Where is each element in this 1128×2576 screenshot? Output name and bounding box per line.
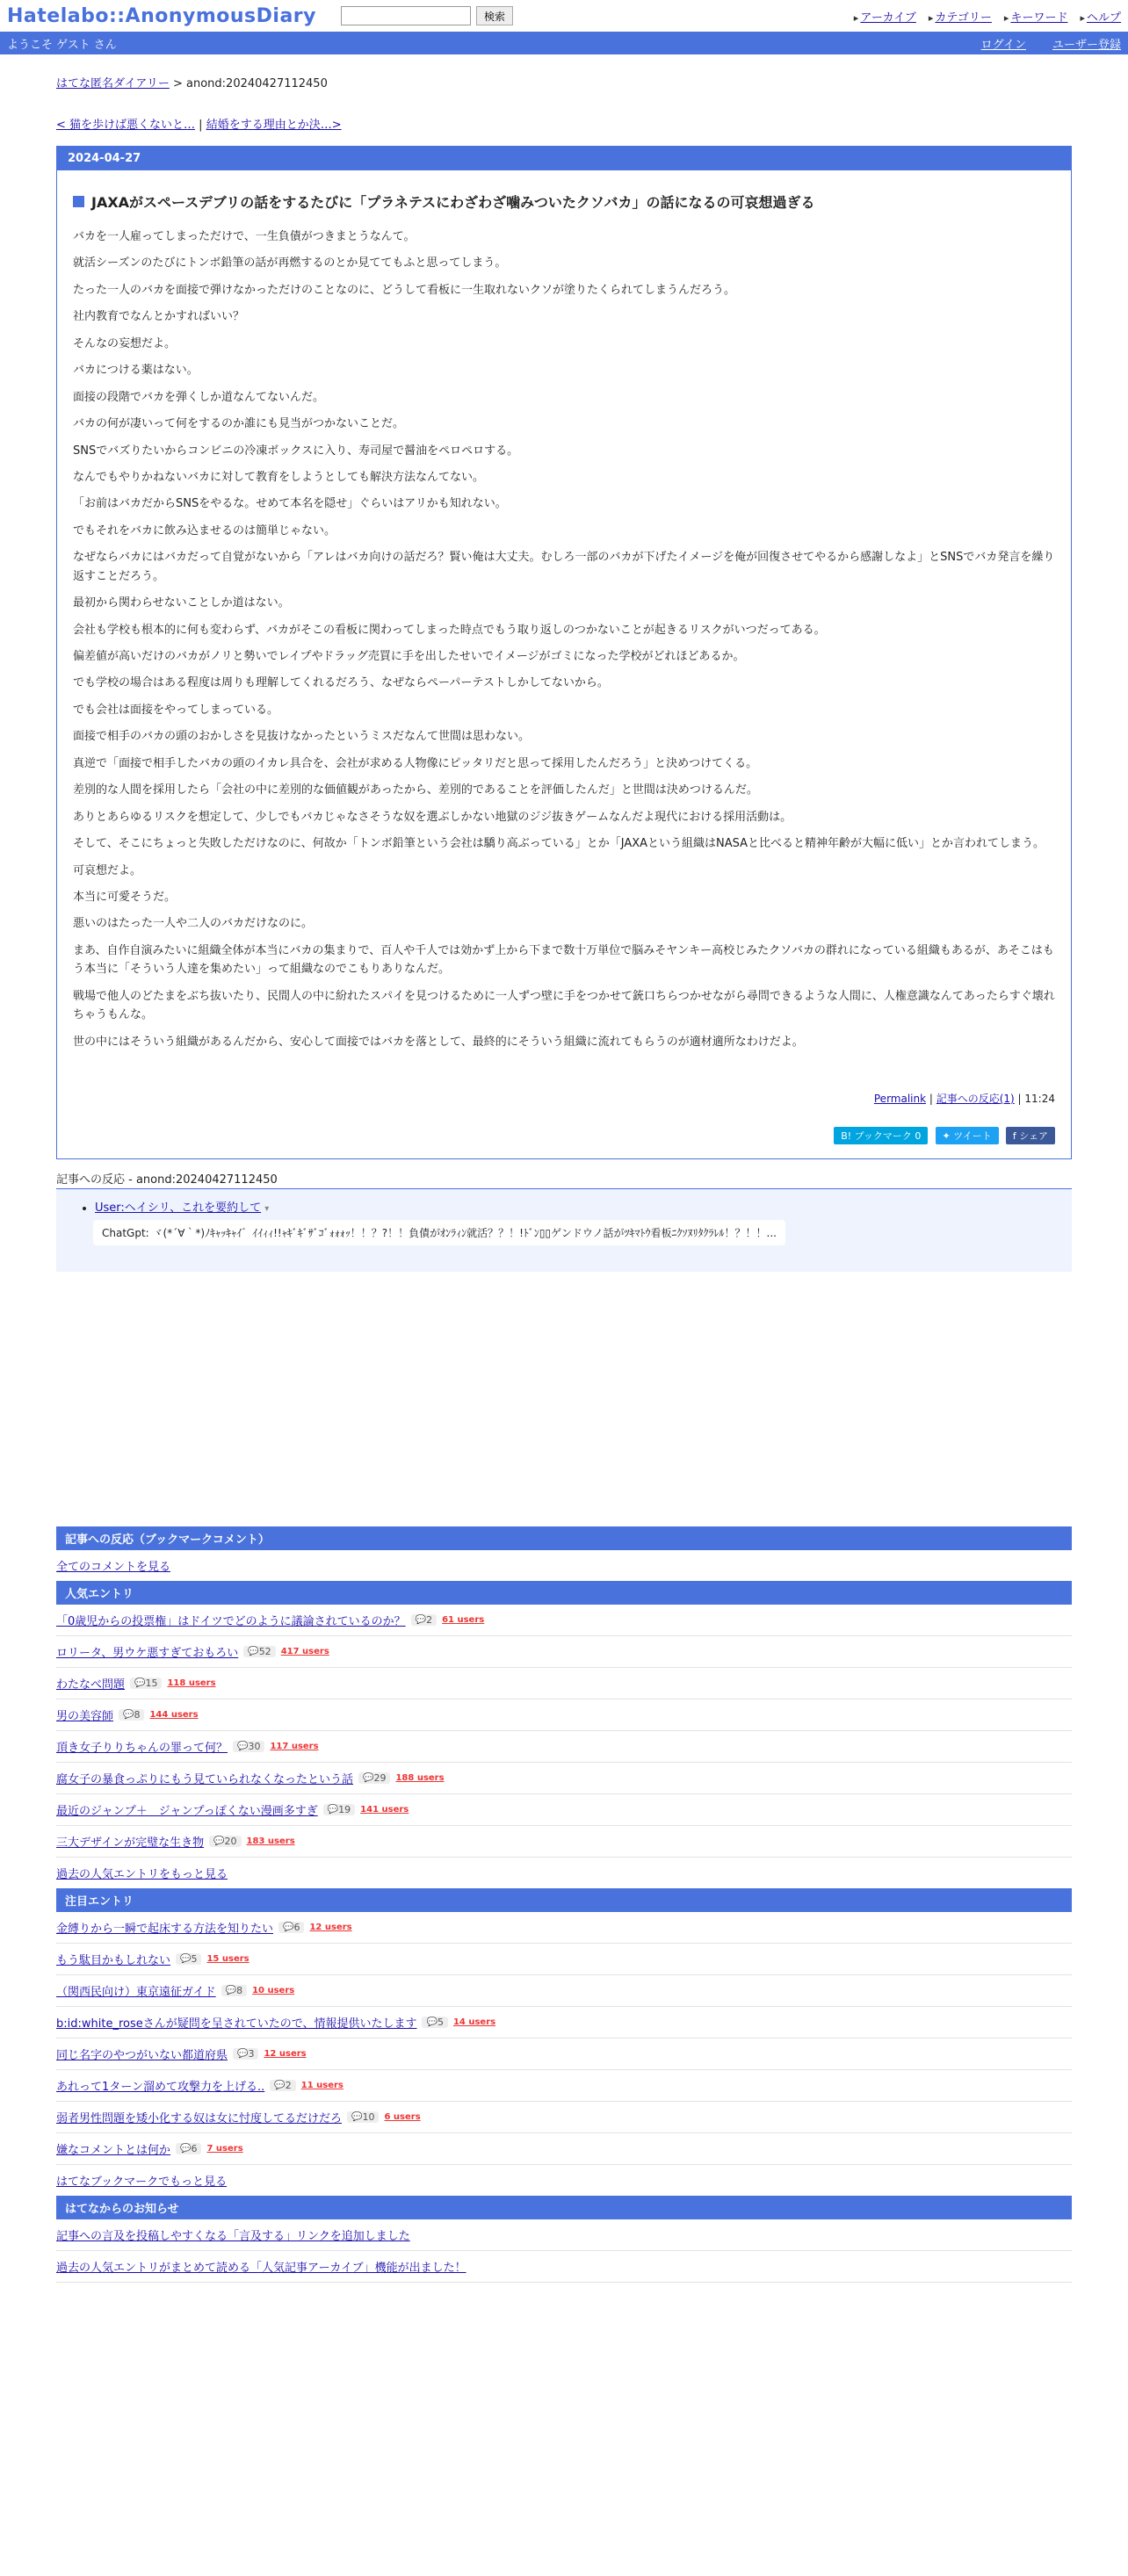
reaction-user-link[interactable]: User:ヘイシリ、これを要約して [95, 1201, 262, 1215]
entry-link[interactable]: b:id:white_roseさんが疑問を呈されていたので、情報提供いたします [56, 2017, 417, 2031]
entry-list-item [56, 2102, 1072, 2133]
entry-link[interactable]: ロリータ、男ウケ悪すぎておもろい [56, 1647, 239, 1660]
comment-count-value: 30 [248, 1741, 261, 1752]
comment-count[interactable] [411, 1614, 437, 1626]
comment-count-value: 19 [338, 1804, 351, 1815]
entry-paragraph: 最初から関わらせないことしか道はない。 [73, 596, 290, 610]
entry-link[interactable]: 男の美容師 [56, 1710, 114, 1723]
welcome-text: ようこそ ゲスト さん [7, 38, 117, 52]
top-bar [0, 0, 1128, 32]
comment-count-value: 2 [426, 1614, 433, 1626]
reaction-summary: ChatGpt: ヾ(*´∀｀*)ﾉｷｬｯｷｬｲ゛ｲｲｨｨ!!ｬｷﾞｷﾞｻﾞｺﾞｫｫｫｯ！！？?！！負債がｵﾝﾗｨﾝ就活？？！!ﾄﾞﾝ▯▯ゲンドウノ話がﾂｷﾏﾄｳ看板ﾆｸｿﾇﾘﾀｸﾗﾚﾙ！？！！... [93, 1220, 785, 1245]
breadcrumb-separator: > [169, 77, 187, 90]
entry-paragraph: でも会社は面接をやってしまっている。 [73, 703, 279, 717]
notices-header: はてなからのお知らせ [56, 2196, 1072, 2219]
nav-separator: | [195, 119, 206, 132]
bookmark-users-badge[interactable]: 61 users [442, 1615, 485, 1625]
bookmark-users-badge[interactable]: 6 users [384, 2112, 421, 2122]
bookmark-users-badge[interactable]: 144 users [149, 1710, 199, 1720]
comment-count-value: 5 [191, 1953, 198, 1965]
entry-link[interactable]: 「0歳児からの投票権」はドイツでどのように議論されているのか？ [56, 1615, 406, 1628]
comment-count-value: 8 [236, 1985, 243, 1996]
entry-link[interactable]: 嫌なコメントとは何か [56, 2144, 171, 2157]
entry-paragraph: バカにつける薬はない。 [73, 364, 199, 378]
comment-count[interactable] [209, 1836, 241, 1847]
notice-link[interactable]: 記事への言及を投稿しやすくなる「言及する」リンクを追加しました [56, 2230, 410, 2243]
title-square-icon [73, 196, 84, 207]
entry-list-item [56, 1668, 1072, 1699]
comment-bubble-icon: 💬 [327, 1805, 339, 1815]
bookmark-users-badge[interactable]: 11 users [300, 2081, 343, 2090]
search-input[interactable] [341, 6, 471, 25]
main-content [56, 74, 1072, 2283]
entry-list-item [56, 1636, 1072, 1668]
entry-paragraph: 戦場で他人のどたまをぶち抜いたり、民間人の中に紛れたスパイを見つけるために一人ずつ壁に手をつかせて銃口ちらつかせながら尋問できるような人間に、人権意識なんてあったらすぐ壊れちゃうもんな。 [73, 989, 1055, 1022]
bookmark-users-badge[interactable]: 12 users [309, 1923, 352, 1932]
entry-paragraph: バカを一人雇ってしまっただけで、一生負債がつきまとうなんて。 [73, 230, 416, 243]
entry-link[interactable]: あれって1ターン溜めて攻撃力を上げる.. [56, 2081, 265, 2094]
comment-count[interactable] [270, 2080, 295, 2091]
comment-count-value: 6 [191, 2143, 198, 2154]
popular-entries-header: 人気エントリ [56, 1581, 1072, 1605]
entry-link[interactable]: 弱者男性問題を矮小化する奴は女に忖度してるだけだろ [56, 2112, 343, 2125]
notice-item [56, 2251, 1072, 2283]
entry-navigation [56, 115, 1072, 132]
comment-bubble-icon: 💬 [237, 2049, 249, 2059]
featured-entries-list [56, 1912, 1072, 2165]
bookmark-users-badge[interactable]: 10 users [252, 1986, 295, 1995]
comment-count-value: 2 [285, 2080, 292, 2091]
entry-paragraph: 真逆で「面接で相手したバカの頭のイカレ具合を、会社が求める人物像にピッタリだと思って採用したんだろう」と決めつけてくる。 [73, 756, 758, 770]
comment-bubble-icon: 💬 [134, 1678, 146, 1688]
featured-more-row [56, 2165, 1072, 2196]
entry-list-item [56, 2070, 1072, 2102]
comment-count[interactable] [233, 2048, 258, 2060]
entry-list-item [56, 2007, 1072, 2038]
bookmark-users-badge[interactable]: 118 users [167, 1678, 216, 1688]
bookmark-users-badge[interactable]: 14 users [452, 2017, 496, 2027]
comment-count-value: 20 [224, 1836, 237, 1847]
notice-link[interactable]: 過去の人気エントリがまとめて読める「人気記事アーカイブ」機能が出ました！ [56, 2262, 466, 2275]
entry-paragraph: 本当に可愛そうだ。 [73, 890, 177, 904]
reaction-item [95, 1198, 1063, 1215]
breadcrumb-current: anond:20240427112450 [186, 77, 328, 90]
entry-paragraph: そして、そこにちょっと失敗しただけなのに、何故か「トンボ鉛筆という会社は驕り高ぶっている」とか「JAXAという組織はNASAと比べると精神年齢が大幅に低い」とか言われてしまう。 [73, 837, 1045, 851]
comment-bubble-icon: 💬 [351, 2112, 363, 2122]
entry-list-item [56, 1731, 1072, 1763]
entry-paragraph: まあ、自作自演みたいに組織全体が本当にバカの集まりで、百人や千人では効かず上から下まで数十万単位で脳みそヤンキー高校じみたクソバカの群れになっている組織もあるが、あそこはもう本当に「そういう人達を集めたい」って組織なのでこもりありなんだ。 [73, 943, 1054, 977]
entry-paragraph: 社内教育でなんとかすればいい？ [73, 310, 245, 324]
share-label: シェア [1019, 1130, 1048, 1142]
bookmark-comments-header: 記事への反応（ブックマークコメント） [56, 1526, 1072, 1550]
bookmark-users-badge[interactable]: 188 users [395, 1773, 445, 1783]
reaction-count-link[interactable]: 記事への反応(1) [936, 1093, 1015, 1105]
welcome-bar [0, 32, 1128, 54]
help-link[interactable]: ▸ ヘルプ [1080, 8, 1121, 25]
entry-link[interactable]: 金縛りから一瞬で起床する方法を知りたい [56, 1923, 274, 1936]
comment-bubble-icon: 💬 [180, 2144, 192, 2154]
category-link[interactable]: ▸ カテゴリー [929, 8, 992, 25]
comment-count[interactable] [176, 1953, 201, 1965]
notice-item [56, 2219, 1072, 2251]
entry-paragraph: SNSでバズりたいからコンビニの冷凍ボックスに入り、寿司屋で醤油をペロペロする。 [73, 444, 519, 458]
entry-paragraph: たった一人のバカを面接で弾けなかっただけのことなのに、どうして看板に一生取れないクソが塗りたくられてしまうんだろう。 [73, 283, 736, 297]
entry-list-item [56, 1605, 1072, 1636]
entry-date: 2024-04-27 [57, 147, 1071, 170]
entry-paragraph: なんでもやりかねないバカに対して教育をしようとしても解決方法なんてない。 [73, 470, 485, 484]
comment-bubble-icon: 💬 [213, 1836, 225, 1846]
comment-count-value: 15 [145, 1678, 158, 1689]
entry-paragraph: 世の中にはそういう組織があるんだから、安心して面接ではバカを落として、最終的にそういう組織に流れてもらうのが適材適所なわけだよ。 [73, 1035, 804, 1049]
diary-entry [56, 146, 1072, 1159]
entry-link[interactable]: わたなべ問題 [56, 1678, 126, 1692]
entry-list-item [56, 1975, 1072, 2007]
entry-title [73, 191, 1071, 212]
entry-paragraph: ありとあらゆるリスクを想定して、少しでもバカじゃなさそうな奴を選ぶしかない地獄のジジ抜きゲームなんだよ現代における採用活動は。 [73, 810, 792, 824]
bookmark-users-badge[interactable]: 15 users [206, 1954, 249, 1964]
comment-count[interactable] [278, 1922, 304, 1933]
login-link[interactable]: ログイン [980, 38, 1026, 52]
permalink[interactable]: Permalink [873, 1093, 927, 1105]
register-link[interactable]: ユーザー登録 [1052, 38, 1121, 52]
search-form [341, 6, 513, 25]
facebook-share-button[interactable] [1006, 1127, 1055, 1144]
bookmark-users-badge[interactable]: 141 users [360, 1805, 409, 1815]
comment-bubble-icon: 💬 [225, 1986, 237, 1995]
entry-list-item [56, 1763, 1072, 1794]
entry-list-item [56, 1699, 1072, 1731]
entry-list-item [56, 2133, 1072, 2165]
comment-count-value: 5 [437, 2017, 444, 2028]
entry-list-item [56, 2038, 1072, 2070]
bookmark-users-badge[interactable]: 417 users [280, 1647, 329, 1656]
entry-list-item [56, 1912, 1072, 1944]
entry-list-item [56, 1944, 1072, 1975]
comment-count[interactable] [233, 1741, 264, 1752]
comment-bubble-icon: 💬 [426, 2017, 437, 2027]
comment-count-value: 8 [134, 1709, 141, 1721]
twitter-icon: ✦ [942, 1130, 954, 1142]
bookmark-users-badge[interactable]: 12 users [264, 2049, 307, 2059]
entry-paragraph: 偏差値が高いだけのバカがノリと勢いでレイプやドラッグ売買に手を出したせいでイメージがゴミになった学校がどれほどあるか。 [73, 650, 745, 663]
entry-paragraph: なぜならバカにはバカだって自覚がないから「アレはバカ向けの話だろ？賢い俺は大丈夫。むしろ一部のバカが下げたイメージを俺が回復させてやるから感謝しなよ」とSNSでバカ発言を繰り返すことだろう。 [73, 551, 1055, 583]
site-logo[interactable]: Hatelabo::AnonymousDiary [7, 4, 316, 27]
bookmark-users-badge[interactable]: 183 users [246, 1836, 295, 1846]
comment-count[interactable] [130, 1678, 162, 1689]
archive-link[interactable]: ▸ アーカイブ [854, 8, 916, 25]
comment-bubble-icon: 💬 [283, 1923, 294, 1932]
comment-bubble-icon: 💬 [123, 1710, 134, 1720]
comment-count[interactable] [119, 1709, 144, 1721]
comment-count[interactable] [422, 2017, 447, 2028]
featured-entries-header: 注目エントリ [56, 1888, 1072, 1912]
next-entry-link[interactable]: 結婚をする理由とか決…> [206, 119, 342, 132]
all-comments-row [56, 1550, 1072, 1581]
comment-count-value: 3 [248, 2048, 255, 2060]
tweet-label: ツイート [953, 1130, 992, 1142]
entry-paragraph: 悪いのはたった一人や二人のバカだけなのに。 [73, 917, 314, 931]
reactions-title: 記事への反応 - anond:20240427112450 [56, 1170, 1072, 1189]
comment-count-value: 52 [258, 1646, 271, 1657]
comment-count[interactable] [358, 1772, 390, 1784]
featured-more-link[interactable]: はてなブックマークでもっと見る [56, 2176, 228, 2189]
expand-icon[interactable]: ▾ [264, 1204, 270, 1214]
entry-paragraph: でも学校の場合はある程度は周りも理解してくれるだろう、なぜならペーパーテストしかしてないから。 [73, 676, 609, 690]
entry-link[interactable]: もう駄目かもしれない [56, 1954, 171, 1967]
entry-list-item [56, 1826, 1072, 1858]
share-buttons [57, 1106, 1071, 1158]
comment-bubble-icon: 💬 [180, 1954, 192, 1964]
comment-count-value: 6 [293, 1922, 300, 1933]
account-links [981, 35, 1121, 52]
comment-bubble-icon: 💬 [274, 2081, 286, 2090]
comment-bubble-icon: 💬 [248, 1647, 259, 1656]
bookmark-users-badge[interactable]: 7 users [206, 2144, 243, 2154]
entry-title-text: JAXAがスペースデブリの話をするたびに「プラネテスにわざわざ噛みついたクソバカ」の話になるの可哀想過ぎる [91, 194, 815, 211]
popular-more-row [56, 1858, 1072, 1888]
popular-entries-list [56, 1605, 1072, 1858]
entry-paragraph: 「お前はバカだからSNSをやるな。せめて本名を隠せ」ぐらいはアリかも知れない。 [73, 497, 507, 511]
prev-entry-link[interactable]: < 猫を歩けば悪くないと… [56, 119, 196, 132]
entry-paragraph: 面接の段階でバカを弾くしか道なんてないんだ。 [73, 390, 325, 404]
comment-bubble-icon: 💬 [415, 1615, 427, 1625]
bookmark-users-badge[interactable]: 117 users [270, 1742, 319, 1751]
entry-list-item [56, 1794, 1072, 1826]
comment-count[interactable] [176, 2143, 201, 2154]
header-links [854, 8, 1121, 25]
entry-paragraph: 可哀想だよ。 [73, 863, 142, 877]
ad-space [56, 1272, 1072, 1526]
entry-link[interactable]: 頂き女子りりちゃんの罪って何？ [56, 1742, 228, 1755]
comment-count-value: 10 [362, 2111, 375, 2123]
breadcrumb [56, 74, 1072, 90]
entry-link[interactable]: 三大デザインが完璧な生き物 [56, 1836, 205, 1850]
entry-paragraph: 面接で相手のバカの頭のおかしさを見抜けなかったというミスだなんて世間は思わない。 [73, 730, 531, 744]
comment-count[interactable] [243, 1646, 275, 1657]
comment-count[interactable] [323, 1804, 355, 1815]
hatena-bookmark-button[interactable]: B! ブックマーク 0 [834, 1127, 928, 1144]
comment-count[interactable] [347, 2111, 379, 2123]
entry-paragraph: 会社も学校も根本的に何も変わらず、バカがそこの看板に関わってしまった時点でもう取り返しのつかないことが起きるリスクがいつだってある。 [73, 623, 826, 637]
comment-bubble-icon: 💬 [237, 1742, 249, 1751]
notices-list [56, 2219, 1072, 2283]
search-button[interactable]: 検索 [476, 6, 513, 25]
entry-link[interactable]: 最近のジャンプ＋ ジャンプっぽくない漫画多すぎ [56, 1805, 318, 1818]
entry-body [57, 212, 1071, 1051]
entry-paragraph: 差別的な人間を採用したら「会社の中に差別的な価値観があったから、差別的であることを評価したんだ」と世間は決めつけるんだ。 [73, 783, 758, 797]
comment-bubble-icon: 💬 [363, 1773, 374, 1783]
entry-link[interactable]: 腐女子の暴食っぷりにもう見ていられなくなったという話 [56, 1773, 354, 1786]
entry-paragraph: 就活シーズンのたびにトンボ鉛筆の話が再燃するのとか見ててもふと思ってしまう。 [73, 256, 507, 271]
entry-paragraph: そんなの妄想だよ。 [73, 336, 177, 350]
reactions-list [56, 1189, 1072, 1272]
entry-link[interactable]: （関西民向け）東京遠征ガイド [56, 1986, 216, 1999]
entry-time: 11:24 [1024, 1093, 1055, 1105]
comment-count[interactable] [221, 1985, 247, 1996]
popular-more-link[interactable]: 過去の人気エントリをもっと見る [56, 1868, 228, 1881]
entry-paragraph: でもそれをバカに飲み込ませるのは簡単じゃない。 [73, 523, 336, 538]
facebook-icon: f [1012, 1130, 1020, 1142]
comment-count-value: 29 [373, 1772, 387, 1784]
entry-paragraph: バカの何が凄いって何をするのか誰にも見当がつかないことだ。 [73, 417, 405, 431]
breadcrumb-home[interactable]: はてな匿名ダイアリー [56, 77, 170, 90]
keyword-link[interactable]: ▸ キーワード [1004, 8, 1068, 25]
all-comments-link[interactable]: 全てのコメントを見る [56, 1561, 171, 1574]
entry-footer: Permalink | 記事への反応(1) | 11:24 [873, 1093, 1055, 1105]
tweet-button[interactable] [936, 1127, 999, 1144]
entry-link[interactable]: 同じ名字のやつがいない都道府県 [56, 2049, 228, 2062]
